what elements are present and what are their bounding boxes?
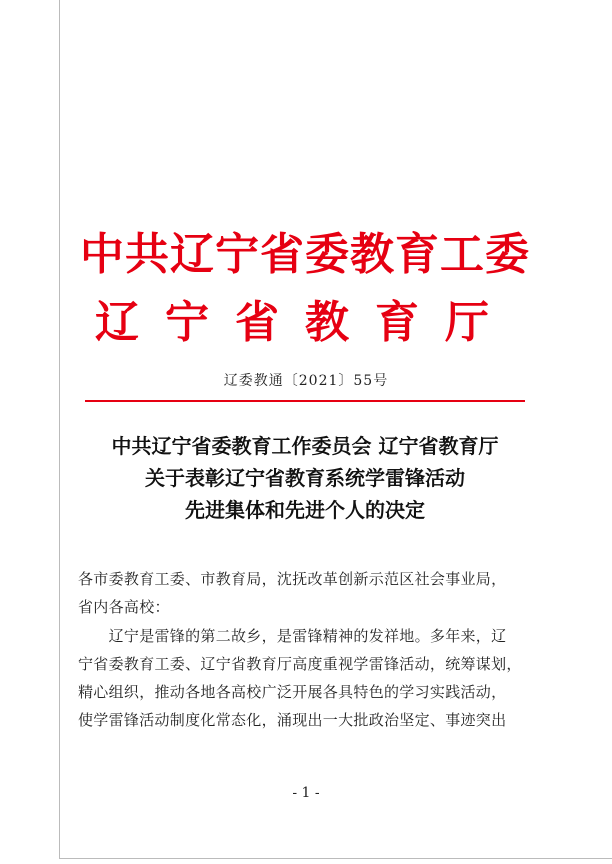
document-title-line-3: 先进集体和先进个人的决定 xyxy=(185,498,425,522)
body-line-3: 精心组织，推动各地各高校广泛开展各具特色的学习实践活动， xyxy=(78,683,507,701)
body-line-2: 宁省委教育工委、辽宁省教育厅高度重视学雷锋活动，统筹谋划， xyxy=(78,655,522,673)
addressee-paragraph xyxy=(78,565,548,621)
body-line-4: 使学雷锋活动制度化常态化，涌现出一大批政治坚定、事迹突出 xyxy=(78,711,507,729)
page-number: - 1 - xyxy=(292,785,320,801)
body-line-1: 辽宁是雷锋的第二故乡，是雷锋精神的发祥地。多年来，辽 xyxy=(78,627,507,645)
document-number: 辽委教通〔2021〕55号 xyxy=(223,373,389,389)
addressee-line-2: 省内各高校： xyxy=(78,598,170,616)
body-paragraph xyxy=(78,622,548,734)
issuer-header-line-2: 辽宁省教育厅 xyxy=(95,297,515,348)
document-title-line-2: 关于表彰辽宁省教育系统学雷锋活动 xyxy=(145,466,465,490)
issuer-header-line-1: 中共辽宁省委教育工委 xyxy=(80,229,530,280)
red-separator-line xyxy=(85,400,525,402)
document-title-line-1: 中共辽宁省委教育工作委员会 辽宁省教育厅 xyxy=(111,434,499,458)
addressee-line-1: 各市委教育工委、市教育局，沈抚改革创新示范区社会事业局， xyxy=(78,570,507,588)
